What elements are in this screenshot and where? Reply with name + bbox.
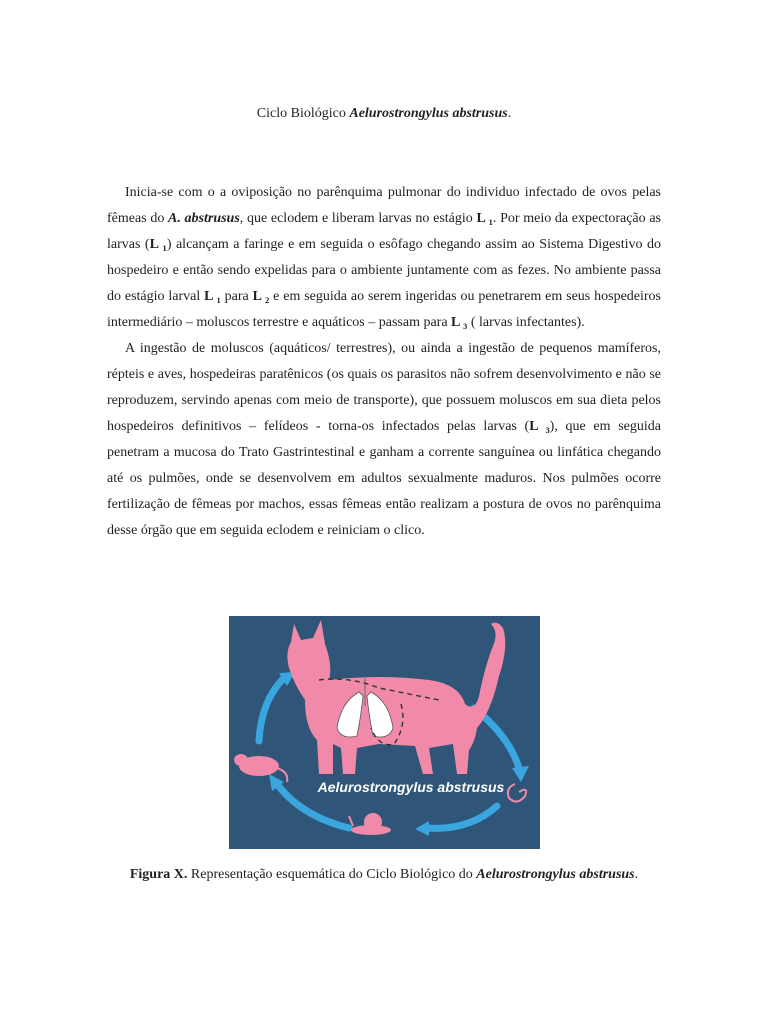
larval-stage-l1: L ₁ xyxy=(149,237,167,252)
larval-stage-l1: L ₁ xyxy=(476,211,493,226)
title-species: Aelurostrongylus abstrusus xyxy=(349,106,508,121)
paragraph-1: Inicia-se com o a oviposição no parênquima pulmonar do individuo infectado de ovos pelas fêmeas do A. abstrusus, que eclodem e liberam larvas no estágio L ₁. Por meio da expectoração as larvas (L ₁) alcançam a faringe e em seguida o esôfago chegando assim ao Sistema Digestivo do hospedeiro e então sendo expelidas para o ambiente juntamente com as fezes. No ambiente passa do estágio larval L ₁ para L ₂ e em seguida ao serem ingeridas ou penetrarem em seus hospedeiros intermediário – moluscos terrestre e aquáticos – passam para L ₃ ( larvas infectantes). xyxy=(107,185,662,330)
species-abbrev: A. abstrusus xyxy=(168,211,240,226)
larval-stage-l3: L ₃ xyxy=(529,419,550,434)
life-cycle-figure xyxy=(229,616,540,849)
caption-label: Figura X. xyxy=(129,867,188,882)
larval-stage-l1: L ₁ xyxy=(204,289,221,304)
document-title: Ciclo Biológico Aelurostrongylus abstrusus. xyxy=(256,106,512,121)
figure-label: Aelurostrongylus abstrusus xyxy=(317,779,505,795)
body-text xyxy=(107,180,661,544)
figure-caption: Figura X. Representação esquemática do Ciclo Biológico do Aelurostrongylus abstrusus. xyxy=(129,867,639,882)
life-cycle-illustration xyxy=(229,616,540,849)
paragraph-2: A ingestão de moluscos (aquáticos/ terrestres), ou ainda a ingestão de pequenos mamíferos, répteis e aves, hospedeiras paratênicos (os quais os parasitos não sofrem desenvolvimento e não se reproduzem, servindo apenas com meio de transporte), que possuem moluscos em sua dieta pelos hospedeiros definitivos – felídeos - torna-os infectados pelas larvas (L ₃), que em seguida penetram a mucosa do Trato Gastrintestinal e ganham a corrente sanguínea ou linfática chegando até os pulmões, onde se desenvolvem em adultos sexualmente maduros. Nos pulmões ocorre fertilização de fêmeas por machos, essas fêmeas então realizam a postura de ovos no parênquima desse órgão que em seguida eclodem e reiniciam o clico. xyxy=(107,341,661,538)
caption-species: Aelurostrongylus abstrusus xyxy=(476,867,635,882)
larval-stage-l3: L ₃ xyxy=(451,315,468,330)
larval-stage-l2: L ₂ xyxy=(252,289,270,304)
